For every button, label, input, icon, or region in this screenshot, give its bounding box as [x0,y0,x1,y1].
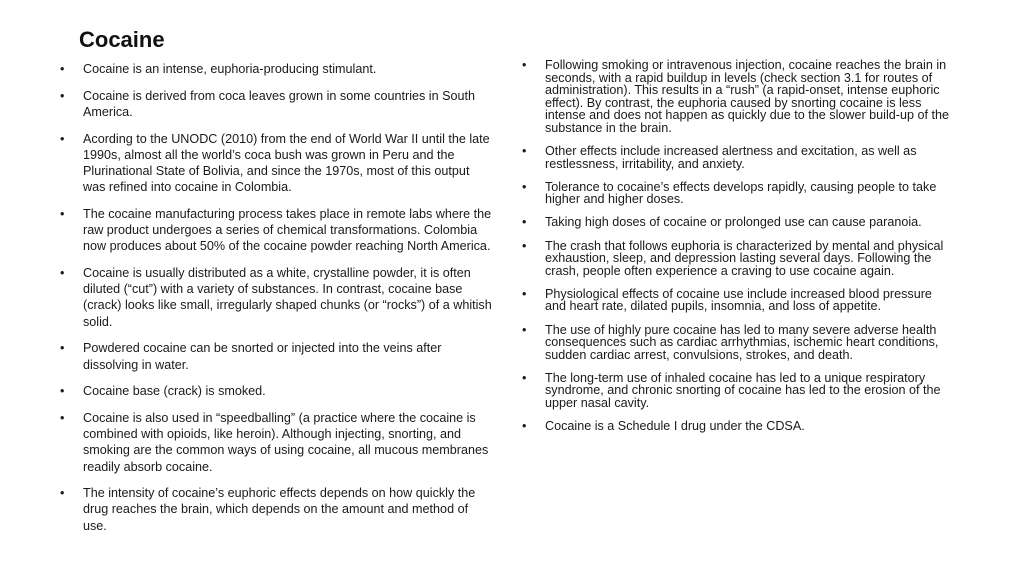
left-bullet-list [60,61,493,544]
right-bullet-list [522,58,955,443]
bullet-text: Acording to the UNODC (2010) from the end of World War II until the late 1990s, almost all the world’s coca bush was grown in Peru and the Plurinational State of Bolivia, and since the 1970s, most of this output was refined into cocaine in Colombia. [83,131,490,195]
bullet-icon: • [522,419,527,434]
bullet-text: The long-term use of inhaled cocaine has led to a unique respiratory syndrome, and chronic snorting of cocaine has led to the erosion of the upper nasal cavity. [545,370,941,410]
bullet-icon: • [522,322,527,337]
bullet-icon: • [60,62,65,76]
list-item [60,383,493,399]
bullet-icon: • [522,238,527,253]
bullet-icon: • [60,341,65,356]
list-item [60,61,493,77]
bullet-text: Cocaine base (crack) is smoked. [83,384,266,399]
bullet-icon: • [60,206,65,221]
bullet-text: Taking high doses of cocaine or prolonged use can cause paranoia. [545,215,922,230]
bullet-text: Cocaine is also used in “speedballing” (a practice where the cocaine is combined with opioids, like heroin). Although injecting, snorting, and smoking are the common ways of using cocaine, all mucous membranes readily absorb cocaine. [83,410,489,474]
bullet-icon: • [522,215,527,230]
bullet-icon: • [522,179,527,194]
bullet-text: Tolerance to cocaine’s effects develops rapidly, causing people to take higher and higher doses. [545,179,937,207]
bullet-icon: • [60,486,65,501]
bullet-text: The intensity of cocaine’s euphoric effects depends on how quickly the drug reaches the brain, which depends on the amount and method of use. [83,486,476,533]
bullet-text: Cocaine is an intense, euphoria-producing stimulant. [83,62,377,76]
bullet-text: Cocaine is usually distributed as a white, crystalline powder, it is often diluted (“cut”) with a variety of substances. In contrast, cocaine base (crack) looks like small, irregularly shaped chunks (or “rocks”) of a whitish solid. [83,266,492,329]
bullet-icon: • [60,384,65,399]
list-item [522,238,955,278]
bullet-text: Powdered cocaine can be snorted or injected into the veins after dissolving in water. [83,341,442,372]
bullet-text: The use of highly pure cocaine has led to many severe adverse health consequences such as cardiac arrhythmias, ischemic heart conditions, sudden cardiac arrest, convulsions, strokes, and death. [545,322,939,362]
list-item [522,179,955,207]
list-item [60,340,493,372]
list-item [522,215,955,230]
bullet-icon: • [522,58,527,72]
slide-title: Cocaine [79,27,165,52]
bullet-icon: • [522,370,527,385]
bullet-text: Cocaine is derived from coca leaves grown in some countries in South America. [83,88,475,119]
bullet-text: Cocaine is a Schedule I drug under the CDSA. [545,419,805,434]
bullet-text: Physiological effects of cocaine use include increased blood pressure and heart rate, dilated pupils, insomnia, and loss of appetite. [545,286,932,314]
list-item [522,58,955,135]
list-item [522,144,955,171]
bullet-text: Following smoking or intravenous injection, cocaine reaches the brain in seconds, with a rapid buildup in levels (check section 3.1 for routes of administration). This results in a “rush” (a rapid-onset, intense euphoric effect). By contrast, the euphoria caused by snorting cocaine is less intense and does not happen as quickly due to the slower build-up of the substance in the brain. [545,58,949,135]
bullet-icon: • [60,131,65,146]
bullet-icon: • [60,266,65,281]
list-item [522,370,955,410]
bullet-text: The crash that follows euphoria is characterized by mental and physical exhaustion, sleep, and depression lasting several days. Following the crash, people often experience a craving to use cocaine again. [545,238,944,278]
bullet-icon: • [60,410,65,425]
bullet-icon: • [522,144,527,159]
bullet-text: Other effects include increased alertness and excitation, as well as restlessness, irritability, and anxiety. [545,144,917,171]
list-item [522,322,955,362]
list-item [60,485,493,534]
list-item [60,131,493,196]
list-item [60,88,493,120]
list-item [522,286,955,314]
list-item [60,265,493,330]
bullet-text: The cocaine manufacturing process takes place in remote labs where the raw product undergoes a series of chemical transformations. Colombia now produces about 50% of the cocaine powder reaching North America. [83,206,492,254]
bullet-icon: • [522,286,527,301]
bullet-icon: • [60,88,65,103]
list-item [60,206,493,255]
list-item [522,419,955,434]
list-item [60,410,493,475]
